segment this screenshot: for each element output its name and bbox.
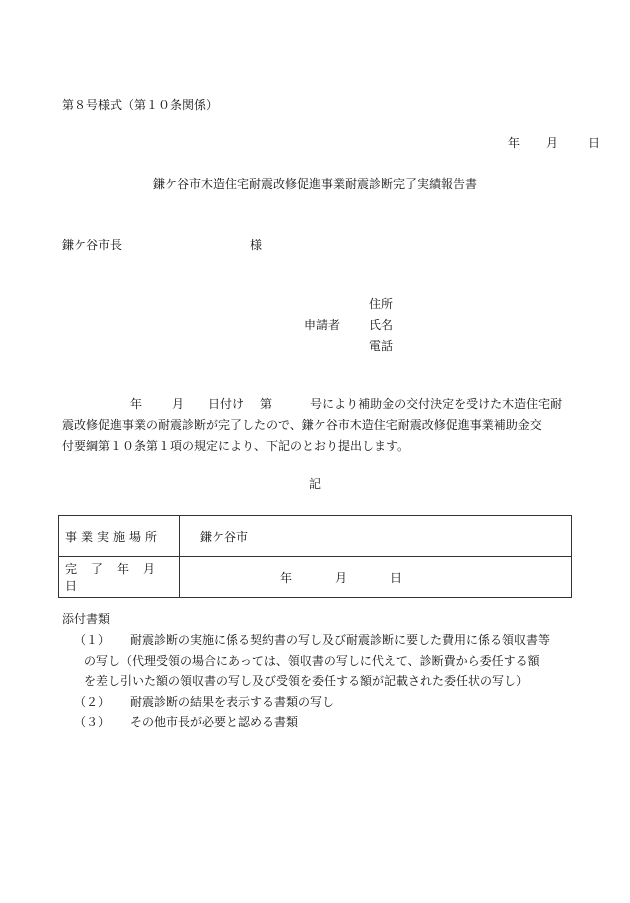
attachment-number: （２） bbox=[74, 694, 111, 709]
table-row bbox=[59, 516, 572, 557]
recipient-name: 鎌ケ谷市長 bbox=[62, 238, 123, 252]
attachments-heading: 添付書類 bbox=[62, 612, 111, 626]
date-year-label: 年 bbox=[508, 136, 521, 150]
attachment-text-cont: を差し引いた額の領収書の写し及び受領を委任する額が記載された委任状の写し） bbox=[84, 674, 529, 688]
completion-month: 月 bbox=[335, 570, 348, 585]
attachment-text: 耐震診断の結果を表示する書類の写し bbox=[130, 694, 335, 709]
body-dated: 日付け bbox=[208, 397, 245, 411]
body-year: 年 bbox=[130, 397, 143, 411]
document-title: 鎌ケ谷市木造住宅耐震改修促進事業耐震診断完了実績報告書 bbox=[152, 177, 477, 191]
applicant-name-label: 氏名 bbox=[369, 318, 394, 332]
date-month-label: 月 bbox=[546, 136, 559, 150]
attachment-text: 耐震診断の実施に係る契約書の写し及び耐震診断に要した費用に係る領収書等 bbox=[130, 633, 551, 647]
table-row bbox=[59, 557, 572, 598]
body-dai: 第 bbox=[260, 397, 273, 411]
applicant-phone-label: 電話 bbox=[369, 339, 394, 353]
body-line2: 震改修促進事業の耐震診断が完了したので、鎌ケ谷市木造住宅耐震改修促進事業補助金交 bbox=[62, 418, 542, 432]
attachment-text-cont: の写し（代理受領の場合にあっては、領収書の写しに代えて、診断費から委任する額 bbox=[84, 653, 540, 668]
recipient bbox=[62, 237, 263, 253]
project-location-label: 事業実施場所 bbox=[59, 516, 180, 557]
submission-date bbox=[508, 135, 600, 151]
completion-year: 年 bbox=[280, 570, 293, 585]
list-item bbox=[62, 692, 610, 713]
project-location-value: 鎌ケ谷市 bbox=[180, 516, 572, 557]
attachment-text: その他市長が必要と認める書類 bbox=[130, 715, 299, 729]
attachment-number: （３） bbox=[74, 715, 111, 729]
list-item bbox=[62, 630, 610, 692]
list-item bbox=[62, 712, 610, 733]
body-month: 月 bbox=[172, 397, 185, 411]
body-paragraph bbox=[62, 394, 600, 457]
attachments-list bbox=[62, 630, 610, 733]
attachment-number: （１） bbox=[74, 633, 111, 647]
body-line1: 号により補助金の交付決定を受けた木造住宅耐 bbox=[310, 397, 563, 411]
applicant-label: 申請者 bbox=[304, 318, 341, 332]
applicant-address-label: 住所 bbox=[369, 297, 394, 311]
ki-heading: 記 bbox=[308, 477, 321, 491]
completion-day: 日 bbox=[390, 570, 403, 585]
completion-date-value bbox=[180, 557, 572, 598]
date-day-label: 日 bbox=[588, 136, 601, 150]
completion-date-label: 完了年月日 bbox=[59, 557, 180, 598]
body-line3: 付要綱第１０条第１項の規定により、下記のとおり提出します。 bbox=[62, 439, 410, 453]
form-number: 第８号様式（第１０条関係） bbox=[62, 98, 219, 112]
recipient-honorific: 様 bbox=[250, 238, 263, 252]
project-info-table bbox=[58, 515, 572, 598]
